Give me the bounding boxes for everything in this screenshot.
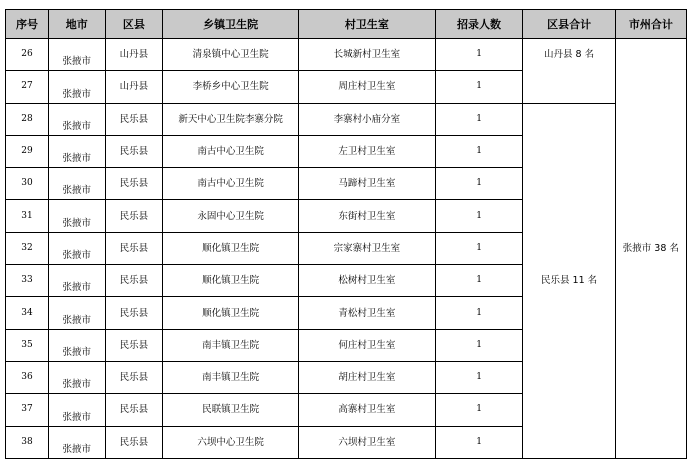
county-cell: 民乐县 bbox=[105, 361, 163, 393]
village-clinic-cell: 六坝村卫生室 bbox=[299, 426, 436, 458]
village-clinic-cell: 东街村卫生室 bbox=[299, 200, 436, 232]
town-hospital-cell: 永固中心卫生院 bbox=[163, 200, 299, 232]
recruits-cell: 1 bbox=[435, 103, 523, 135]
town-hospital-cell: 顺化镇卫生院 bbox=[163, 265, 299, 297]
seq-cell: 33 bbox=[6, 265, 49, 297]
county-cell: 民乐县 bbox=[105, 232, 163, 264]
recruits-cell: 1 bbox=[435, 168, 523, 200]
seq-cell: 28 bbox=[6, 103, 49, 135]
recruits-cell: 1 bbox=[435, 265, 523, 297]
county-cell: 民乐县 bbox=[105, 265, 163, 297]
city-cell: 张掖市 bbox=[48, 394, 105, 426]
town-hospital-cell: 南古中心卫生院 bbox=[163, 168, 299, 200]
town-hospital-cell: 顺化镇卫生院 bbox=[163, 232, 299, 264]
county-total-cell: 民乐县 11 名 bbox=[523, 103, 615, 458]
county-cell: 民乐县 bbox=[105, 168, 163, 200]
table-row bbox=[6, 103, 687, 135]
town-hospital-cell: 南丰镇卫生院 bbox=[163, 329, 299, 361]
header-recruits: 招录人数 bbox=[435, 10, 523, 39]
recruits-cell: 1 bbox=[435, 135, 523, 167]
village-clinic-cell: 高寨村卫生室 bbox=[299, 394, 436, 426]
recruitment-table bbox=[5, 9, 687, 459]
city-cell: 张掖市 bbox=[48, 135, 105, 167]
recruits-cell: 1 bbox=[435, 200, 523, 232]
header-city: 地市 bbox=[48, 10, 105, 39]
village-clinic-cell: 何庄村卫生室 bbox=[299, 329, 436, 361]
recruits-cell: 1 bbox=[435, 297, 523, 329]
village-clinic-cell: 长城新村卫生室 bbox=[299, 39, 436, 71]
city-cell: 张掖市 bbox=[48, 329, 105, 361]
county-cell: 民乐县 bbox=[105, 394, 163, 426]
town-hospital-cell: 民联镇卫生院 bbox=[163, 394, 299, 426]
city-cell: 张掖市 bbox=[48, 39, 105, 71]
county-cell: 民乐县 bbox=[105, 103, 163, 135]
city-cell: 张掖市 bbox=[48, 265, 105, 297]
table-header bbox=[6, 10, 687, 39]
town-hospital-cell: 南丰镇卫生院 bbox=[163, 361, 299, 393]
table-body bbox=[6, 39, 687, 459]
county-cell: 民乐县 bbox=[105, 135, 163, 167]
seq-cell: 29 bbox=[6, 135, 49, 167]
city-cell: 张掖市 bbox=[48, 103, 105, 135]
village-clinic-cell: 松树村卫生室 bbox=[299, 265, 436, 297]
city-cell: 张掖市 bbox=[48, 297, 105, 329]
header-city-total: 市州合计 bbox=[615, 10, 686, 39]
header-village-clinic: 村卫生室 bbox=[299, 10, 436, 39]
recruits-cell: 1 bbox=[435, 71, 523, 103]
county-cell: 民乐县 bbox=[105, 200, 163, 232]
city-cell: 张掖市 bbox=[48, 426, 105, 458]
city-cell: 张掖市 bbox=[48, 361, 105, 393]
recruits-cell: 1 bbox=[435, 329, 523, 361]
county-total-cell: 山丹县 8 名 bbox=[523, 39, 615, 104]
seq-cell: 27 bbox=[6, 71, 49, 103]
recruits-cell: 1 bbox=[435, 361, 523, 393]
city-cell: 张掖市 bbox=[48, 71, 105, 103]
village-clinic-cell: 李寨村小庙分室 bbox=[299, 103, 436, 135]
town-hospital-cell: 六坝中心卫生院 bbox=[163, 426, 299, 458]
county-cell: 山丹县 bbox=[105, 71, 163, 103]
recruits-cell: 1 bbox=[435, 39, 523, 71]
county-cell: 民乐县 bbox=[105, 297, 163, 329]
town-hospital-cell: 新天中心卫生院李寨分院 bbox=[163, 103, 299, 135]
town-hospital-cell: 清泉镇中心卫生院 bbox=[163, 39, 299, 71]
recruits-cell: 1 bbox=[435, 394, 523, 426]
seq-cell: 36 bbox=[6, 361, 49, 393]
header-county: 区县 bbox=[105, 10, 163, 39]
table-row bbox=[6, 39, 687, 71]
header-town-hospital: 乡镇卫生院 bbox=[163, 10, 299, 39]
village-clinic-cell: 马蹄村卫生室 bbox=[299, 168, 436, 200]
city-cell: 张掖市 bbox=[48, 232, 105, 264]
village-clinic-cell: 宗家寨村卫生室 bbox=[299, 232, 436, 264]
city-cell: 张掖市 bbox=[48, 200, 105, 232]
seq-cell: 32 bbox=[6, 232, 49, 264]
town-hospital-cell: 南古中心卫生院 bbox=[163, 135, 299, 167]
village-clinic-cell: 周庄村卫生室 bbox=[299, 71, 436, 103]
header-row bbox=[6, 10, 687, 39]
village-clinic-cell: 左卫村卫生室 bbox=[299, 135, 436, 167]
town-hospital-cell: 李桥乡中心卫生院 bbox=[163, 71, 299, 103]
county-cell: 民乐县 bbox=[105, 329, 163, 361]
village-clinic-cell: 青松村卫生室 bbox=[299, 297, 436, 329]
seq-cell: 31 bbox=[6, 200, 49, 232]
seq-cell: 35 bbox=[6, 329, 49, 361]
county-cell: 山丹县 bbox=[105, 39, 163, 71]
recruits-cell: 1 bbox=[435, 426, 523, 458]
recruits-cell: 1 bbox=[435, 232, 523, 264]
seq-cell: 38 bbox=[6, 426, 49, 458]
seq-cell: 26 bbox=[6, 39, 49, 71]
city-cell: 张掖市 bbox=[48, 168, 105, 200]
town-hospital-cell: 顺化镇卫生院 bbox=[163, 297, 299, 329]
seq-cell: 34 bbox=[6, 297, 49, 329]
village-clinic-cell: 胡庄村卫生室 bbox=[299, 361, 436, 393]
county-cell: 民乐县 bbox=[105, 426, 163, 458]
seq-cell: 30 bbox=[6, 168, 49, 200]
header-county-total: 区县合计 bbox=[523, 10, 615, 39]
header-seq: 序号 bbox=[6, 10, 49, 39]
seq-cell: 37 bbox=[6, 394, 49, 426]
city-total-cell: 张掖市 38 名 bbox=[615, 39, 686, 459]
